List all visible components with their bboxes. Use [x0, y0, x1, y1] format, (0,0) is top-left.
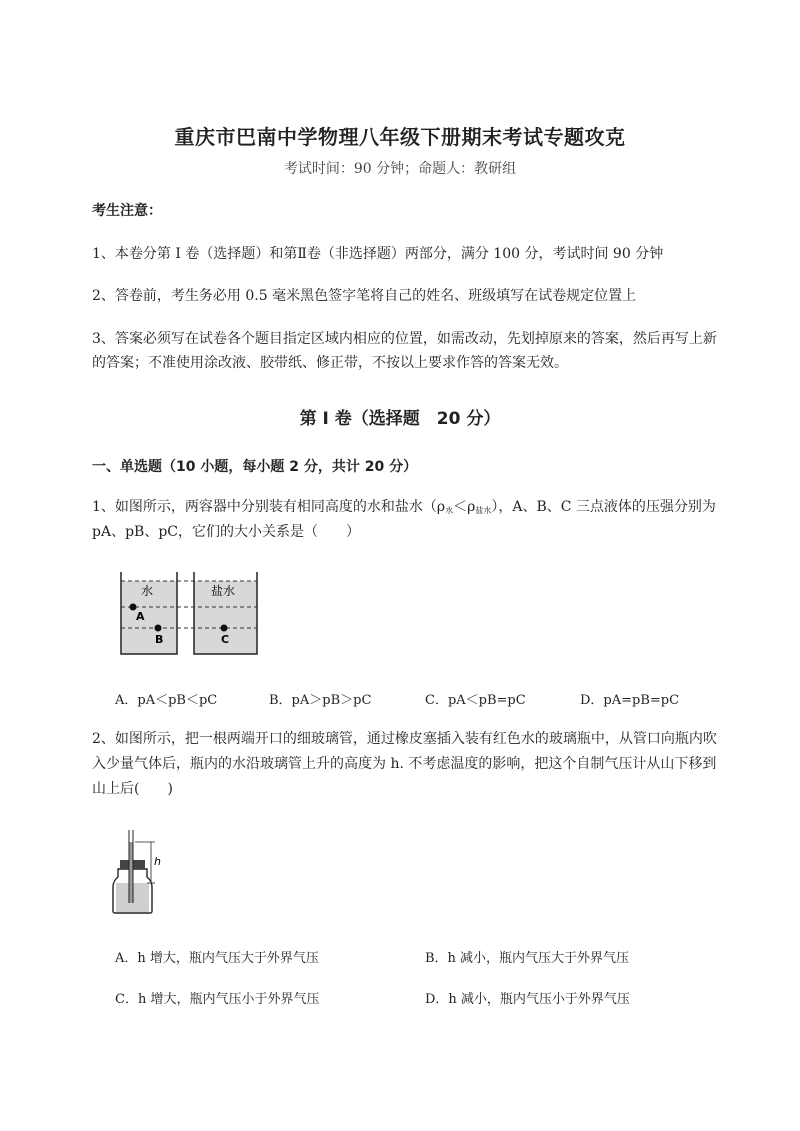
notice-item-3-cont: 的答案；不准使用涂改液、胶带纸、修正带，不按以上要求作答的答案无效。 — [92, 355, 568, 371]
section-title: 第 I 卷（选择题 20 分） — [299, 409, 501, 429]
q2-stem-line1: 2、如图所示，把一根两端开口的细玻璃管，通过橡皮塞插入装有红色水的玻璃瓶中，从管口向瓶内吹 — [92, 731, 717, 747]
q2-option-c[interactable]: C．h 增大，瓶内气压小于外界气压 — [115, 992, 320, 1007]
notice-heading: 考生注意： — [92, 203, 162, 219]
q1-stem-line1: 1、如图所示，两容器中分别装有相同高度的水和盐水$(\rho_水<\rho_{盐水})$，A、B、C 三点液体的压强分别为 — [92, 499, 716, 515]
q1-stem-line2: pA、pB、pC，它们的大小关系是（ ） — [92, 524, 360, 540]
q2-stem-line2: 入少量气体后，瓶内的水沿玻璃管上升的高度为 h. 不考虑温度的影响，把这个自制气压计从山下移到 — [92, 756, 717, 772]
q2-option-d[interactable]: D．h 减小，瓶内气压小于外界气压 — [425, 992, 630, 1007]
notice-item-3: 3、答案必须写在试卷各个题目指定区域内相应的位置，如需改动，先划掉原来的答案，然后再写上新 — [92, 331, 717, 347]
q1-option-d[interactable]: D．pA=pB=pC — [580, 693, 680, 708]
point-a-label: A — [136, 610, 145, 623]
q1-figure-containers — [115, 570, 265, 660]
q2-option-b[interactable]: B．h 减小，瓶内气压大于外界气压 — [425, 951, 630, 966]
point-b-dot — [155, 625, 162, 632]
notice-item-2: 2、答卷前，考生务必用 0.5 毫米黑色签字笔将自己的姓名、班级填写在试卷规定位置上 — [92, 288, 637, 304]
page-title: 重庆市巴南中学物理八年级下册期末考试专题攻克 — [174, 125, 626, 149]
page-subtitle: 考试时间：90 分钟；命题人：教研组 — [283, 161, 517, 177]
q1-option-c[interactable]: C．pA＜pB=pC — [425, 693, 526, 708]
point-c-dot — [221, 625, 228, 632]
q1-option-a[interactable]: A．pA＜pB＜pC — [115, 693, 218, 708]
salt-water-label: 盐水 — [211, 584, 236, 598]
water-label: 水 — [141, 584, 154, 598]
q1-option-b[interactable]: B．pA＞pB＞pC — [269, 693, 372, 708]
point-b-label: B — [155, 633, 164, 646]
water-column — [130, 842, 133, 903]
q2-stem-line3: 山上后( ) — [92, 781, 173, 797]
notice-item-1: 1、本卷分第 I 卷（选择题）和第Ⅱ卷（非选择题）两部分，满分 100 分，考试时间 90 分钟 — [92, 246, 664, 262]
q2-option-a[interactable]: A．h 增大，瓶内气压大于外界气压 — [115, 951, 319, 966]
q2-figure-barometer — [105, 825, 165, 920]
part-heading: 一、单选题（10 小题，每小题 2 分，共计 20 分） — [92, 459, 418, 475]
h-label: h — [154, 855, 161, 868]
point-c-label: C — [221, 633, 230, 646]
